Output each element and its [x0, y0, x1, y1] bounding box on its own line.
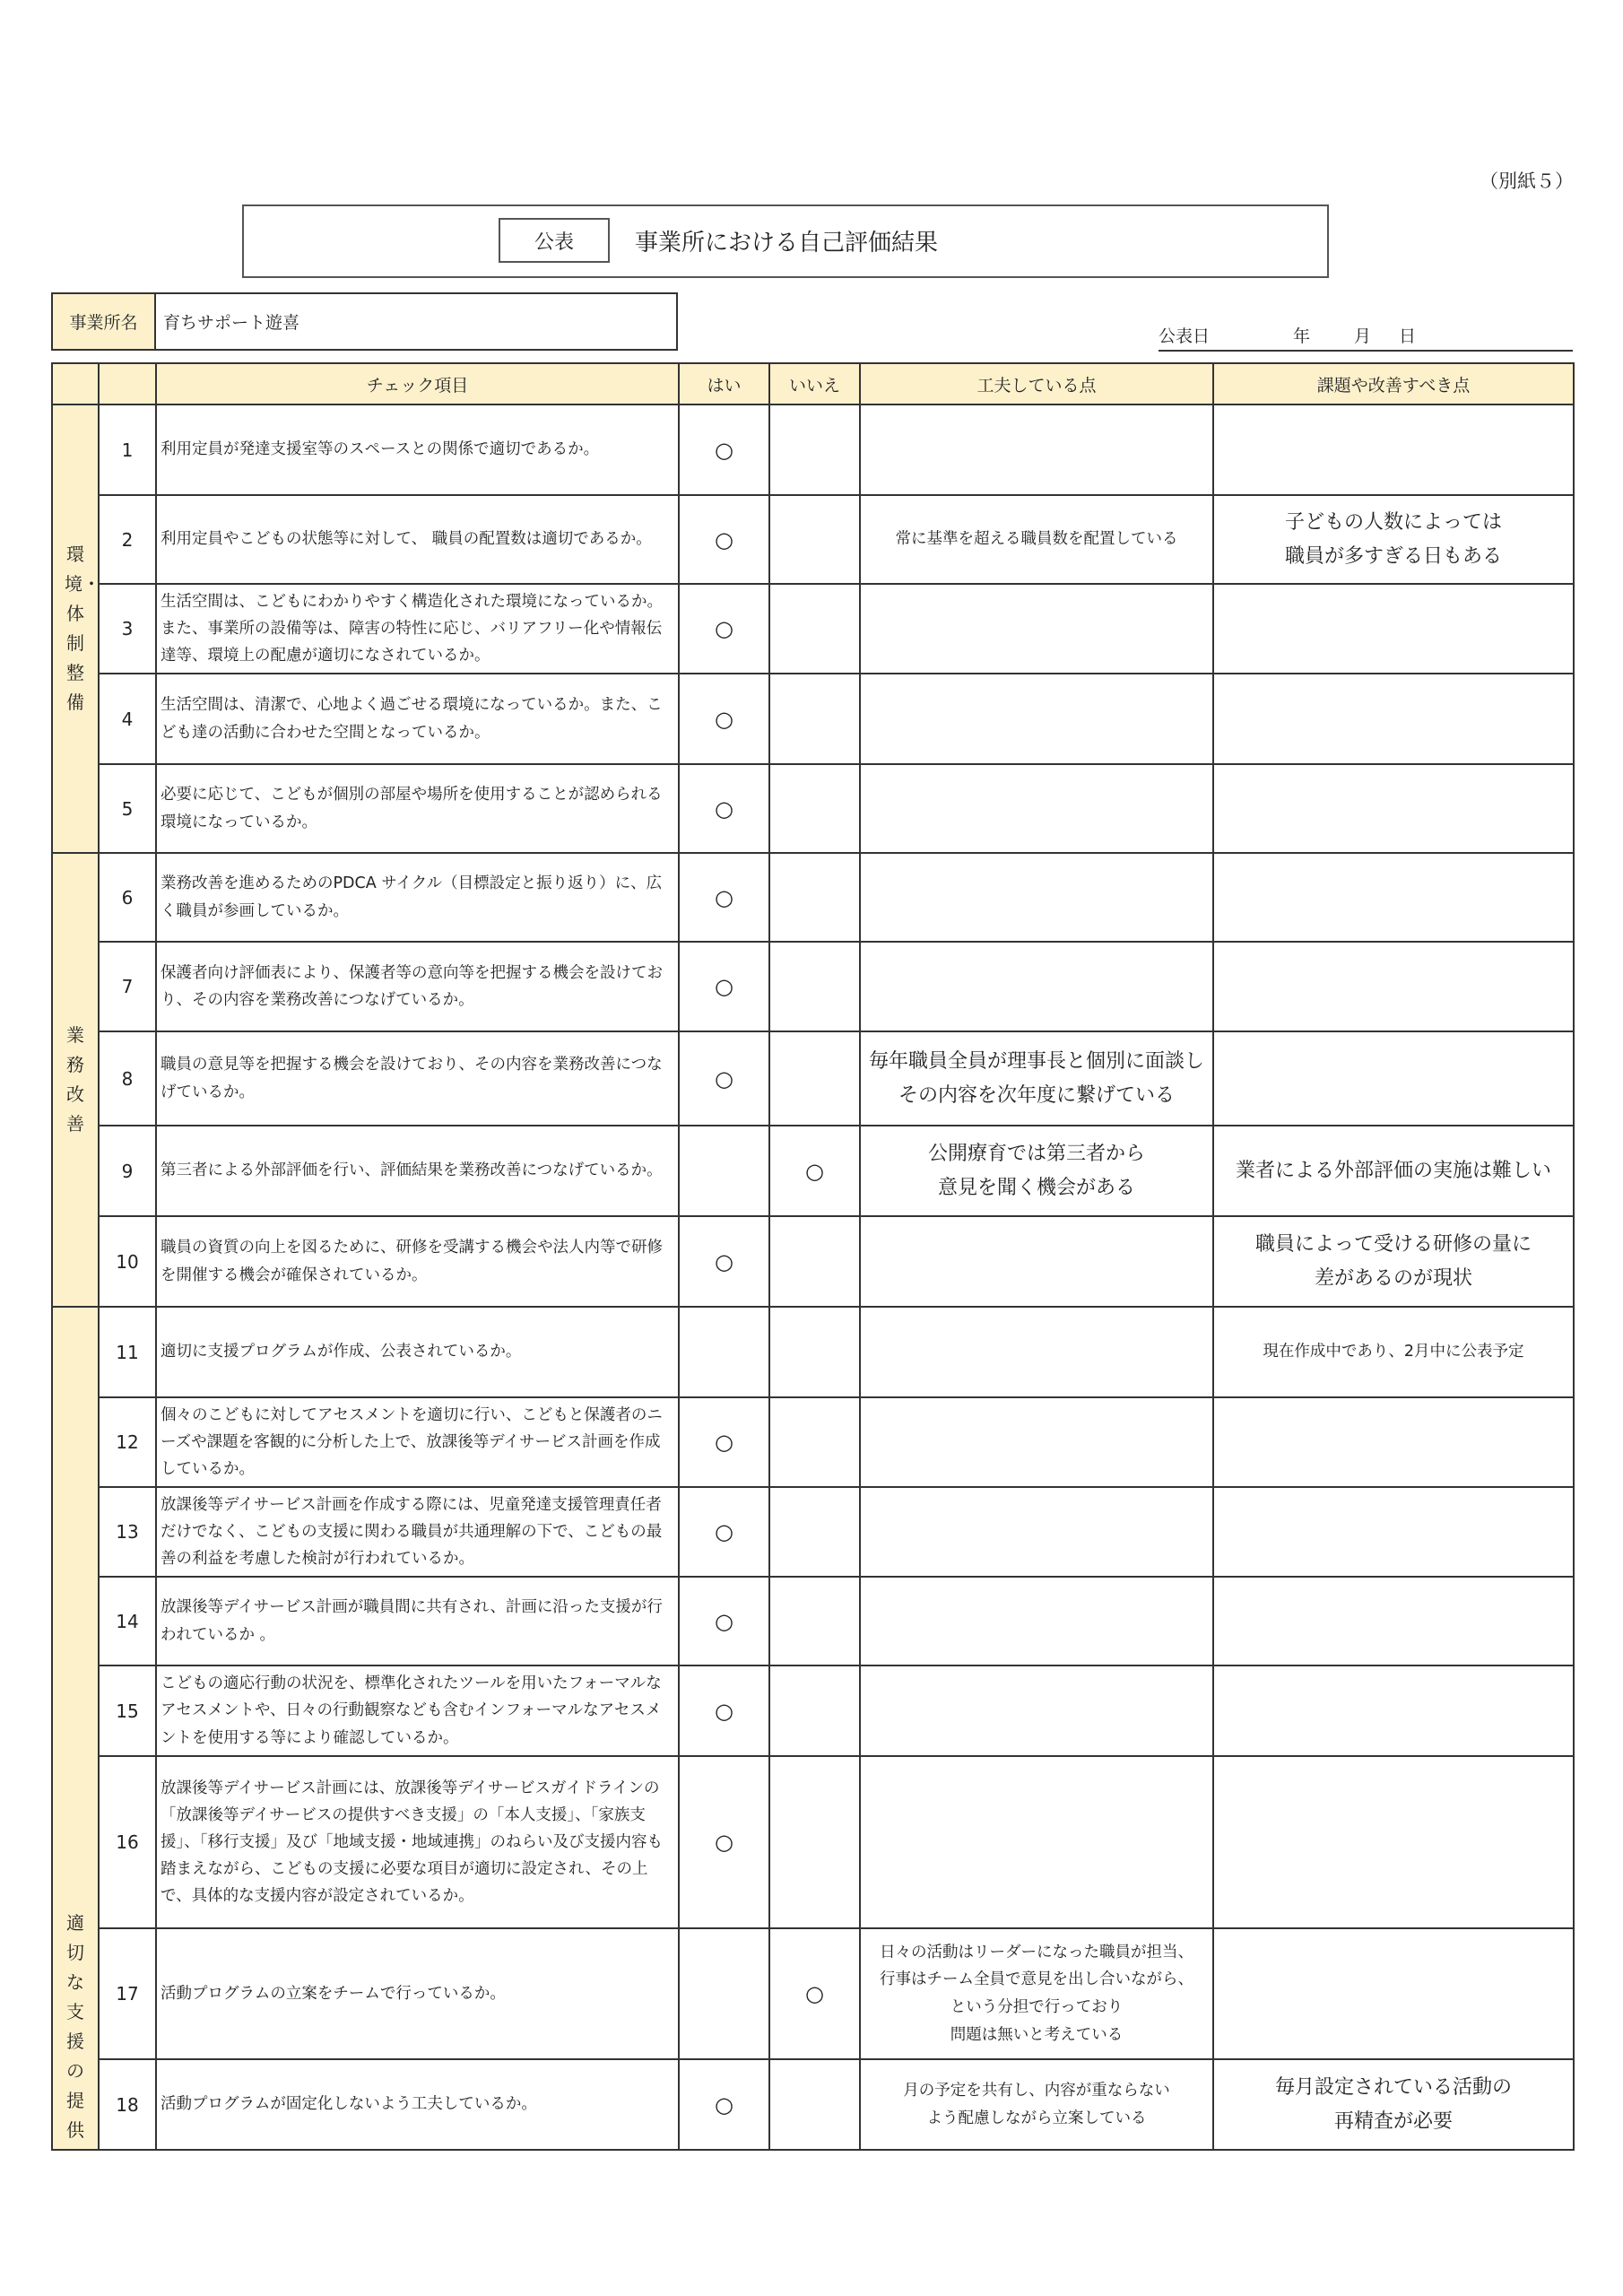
- check-item-text: 放課後等デイサービス計画が職員間に共有され、計画に沿った支援が行われているか 。: [156, 1577, 679, 1665]
- row-number: 12: [99, 1397, 156, 1487]
- category-cell: [52, 853, 99, 1307]
- no-mark: [769, 2059, 860, 2150]
- no-mark: [769, 584, 860, 674]
- issue-text: [1213, 1756, 1574, 1928]
- no-mark: [769, 1307, 860, 1397]
- yes-mark: ○: [679, 1031, 769, 1126]
- no-mark: [769, 1665, 860, 1756]
- table-row: [52, 1216, 1574, 1307]
- check-item-text: 放課後等デイサービス計画には、放課後等デイサービスガイドラインの「放課後等デイサービスの提供すべき支援」の「本人支援」、「家族支援」、「移行支援」及び「地域支援・地域連携」のねらい及び支援内容も踏まえながら、こどもの支援に必要な項目が適切に設定され、その上で、具体的な支援内容が設定されているか。: [156, 1756, 679, 1928]
- yes-mark: ○: [679, 584, 769, 674]
- header-blank: [99, 363, 156, 404]
- table-row: [52, 1665, 1574, 1756]
- good-point-text: [860, 584, 1213, 674]
- issue-text: [1213, 1031, 1574, 1126]
- check-item-text: 活動プログラムの立案をチームで行っているか。: [156, 1928, 679, 2059]
- good-point-text: [860, 1307, 1213, 1397]
- good-point-text: [860, 764, 1213, 853]
- publish-date: [1159, 323, 1573, 352]
- check-item-text: 適切に支援プログラムが作成、公表されているか。: [156, 1307, 679, 1397]
- good-point-text: 公開療育では第三者から 意見を聞く機会がある: [860, 1126, 1213, 1216]
- issue-text: [1213, 404, 1574, 495]
- yes-mark: ○: [679, 674, 769, 764]
- check-item-text: 必要に応じて、こどもが個別の部屋や場所を使用することが認められる環境になっているか。: [156, 764, 679, 853]
- row-number: 8: [99, 1031, 156, 1126]
- good-point-text: [860, 674, 1213, 764]
- category-cell: [52, 404, 99, 853]
- yes-mark: [679, 1307, 769, 1397]
- no-mark: [769, 495, 860, 584]
- row-number: 9: [99, 1126, 156, 1216]
- publish-day: 日: [1399, 326, 1417, 346]
- row-number: 18: [99, 2059, 156, 2150]
- header-yes: はい: [679, 363, 769, 404]
- header-issue: 課題や改善すべき点: [1213, 363, 1574, 404]
- table-row: [52, 1577, 1574, 1665]
- no-mark: [769, 674, 860, 764]
- row-number: 7: [99, 942, 156, 1031]
- check-item-text: 職員の資質の向上を図るために、研修を受講する機会や法人内等で研修を開催する機会が確保されているか。: [156, 1216, 679, 1307]
- issue-text: [1213, 853, 1574, 942]
- category-label: 環境・体制整備: [65, 544, 100, 713]
- yes-mark: [679, 1928, 769, 2059]
- no-mark: [769, 1577, 860, 1665]
- header-item: チェック項目: [156, 363, 679, 404]
- good-point-text: 日々の活動はリーダーになった職員が担当、 行事はチーム全員で意見を出し合いながら、 という分担で行っており 問題は無いと考えている: [860, 1928, 1213, 2059]
- yes-mark: ○: [679, 942, 769, 1031]
- check-item-text: こどもの適応行動の状況を、標準化されたツールを用いたフォーマルなアセスメントや、日々の行動観察なども含むインフォーマルなアセスメントを使用する等により確認しているか。: [156, 1665, 679, 1756]
- row-number: 3: [99, 584, 156, 674]
- good-point-text: [860, 404, 1213, 495]
- header-no: いいえ: [769, 363, 860, 404]
- check-item-text: 利用定員が発達支援室等のスペースとの関係で適切であるか。: [156, 404, 679, 495]
- good-point-text: [860, 1756, 1213, 1928]
- check-item-text: 職員の意見等を把握する機会を設けており、その内容を業務改善につなげているか。: [156, 1031, 679, 1126]
- publish-month: 月: [1354, 326, 1372, 346]
- no-mark: ○: [769, 1928, 860, 2059]
- good-point-text: [860, 1487, 1213, 1577]
- category-label: 適切な支援の提供: [66, 1912, 84, 2141]
- issue-text: 業者による外部評価の実施は難しい: [1213, 1126, 1574, 1216]
- table-row: [52, 674, 1574, 764]
- appendix-label: （別紙５）: [1480, 170, 1574, 192]
- publish-year: 年: [1293, 326, 1311, 346]
- check-item-text: 生活空間は、清潔で、心地よく過ごせる環境になっているか。また、こども達の活動に合わせた空間となっているか。: [156, 674, 679, 764]
- publication-label: 公表: [499, 218, 610, 263]
- yes-mark: ○: [679, 2059, 769, 2150]
- issue-text: [1213, 1487, 1574, 1577]
- table-row: [52, 2059, 1574, 2150]
- table-row: [52, 942, 1574, 1031]
- row-number: 16: [99, 1756, 156, 1928]
- self-evaluation-table: [51, 362, 1575, 2151]
- check-item-text: 放課後等デイサービス計画を作成する際には、児童発達支援管理責任者だけでなく、こどもの支援に関わる職員が共通理解の下で、こどもの最善の利益を考慮した検討が行われているか。: [156, 1487, 679, 1577]
- no-mark: ○: [769, 1126, 860, 1216]
- good-point-text: [860, 1577, 1213, 1665]
- publish-date-label: 公表日: [1159, 326, 1211, 346]
- header-row: [52, 363, 1574, 404]
- no-mark: [769, 1487, 860, 1577]
- yes-mark: ○: [679, 495, 769, 584]
- issue-text: [1213, 1577, 1574, 1665]
- yes-mark: ○: [679, 853, 769, 942]
- issue-text: 職員によって受ける研修の量に 差があるのが現状: [1213, 1216, 1574, 1307]
- check-item-text: 活動プログラムが固定化しないよう工夫しているか。: [156, 2059, 679, 2150]
- row-number: 17: [99, 1928, 156, 2059]
- yes-mark: [679, 1126, 769, 1216]
- no-mark: [769, 764, 860, 853]
- yes-mark: ○: [679, 1577, 769, 1665]
- table-row: [52, 584, 1574, 674]
- issue-text: [1213, 674, 1574, 764]
- row-number: 10: [99, 1216, 156, 1307]
- issue-text: 現在作成中であり、2月中に公表予定: [1213, 1307, 1574, 1397]
- row-number: 4: [99, 674, 156, 764]
- good-point-text: [860, 1216, 1213, 1307]
- table-row: [52, 1756, 1574, 1928]
- no-mark: [769, 1031, 860, 1126]
- good-point-text: [860, 853, 1213, 942]
- yes-mark: ○: [679, 1756, 769, 1928]
- good-point-text: [860, 1665, 1213, 1756]
- row-number: 5: [99, 764, 156, 853]
- table-row: [52, 853, 1574, 942]
- yes-mark: ○: [679, 1665, 769, 1756]
- yes-mark: ○: [679, 1216, 769, 1307]
- good-point-text: [860, 1397, 1213, 1487]
- check-item-text: 第三者による外部評価を行い、評価結果を業務改善につなげているか。: [156, 1126, 679, 1216]
- yes-mark: ○: [679, 1487, 769, 1577]
- issue-text: [1213, 1397, 1574, 1487]
- table-row: [52, 1307, 1574, 1397]
- table-row: [52, 495, 1574, 584]
- no-mark: [769, 1756, 860, 1928]
- check-item-text: 個々のこどもに対してアセスメントを適切に行い、こどもと保護者のニーズや課題を客観的に分析した上で、放課後等デイサービス計画を作成しているか。: [156, 1397, 679, 1487]
- no-mark: [769, 853, 860, 942]
- row-number: 2: [99, 495, 156, 584]
- issue-text: 毎月設定されている活動の 再精査が必要: [1213, 2059, 1574, 2150]
- page-title: 事業所における自己評価結果: [635, 230, 939, 257]
- good-point-text: [860, 942, 1213, 1031]
- issue-text: [1213, 942, 1574, 1031]
- row-number: 1: [99, 404, 156, 495]
- category-label: 業務改善: [66, 1024, 84, 1135]
- office-name-box: [51, 292, 678, 351]
- check-item-text: 業務改善を進めるためのPDCA サイクル（目標設定と振り返り）に、広く職員が参画しているか。: [156, 853, 679, 942]
- category-cell: [52, 1307, 99, 2150]
- row-number: 11: [99, 1307, 156, 1397]
- check-item-text: 保護者向け評価表により、保護者等の意向等を把握する機会を設けており、その内容を業務改善につなげているか。: [156, 942, 679, 1031]
- good-point-text: 毎年職員全員が理事長と個別に面談し その内容を次年度に繋げている: [860, 1031, 1213, 1126]
- issue-text: [1213, 1665, 1574, 1756]
- no-mark: [769, 1216, 860, 1307]
- no-mark: [769, 1397, 860, 1487]
- header-good: 工夫している点: [860, 363, 1213, 404]
- no-mark: [769, 942, 860, 1031]
- header-blank: [52, 363, 99, 404]
- table-row: [52, 1031, 1574, 1126]
- row-number: 14: [99, 1577, 156, 1665]
- issue-text: [1213, 584, 1574, 674]
- yes-mark: ○: [679, 764, 769, 853]
- table-row: [52, 404, 1574, 495]
- office-name-value: 育ちサポート遊喜: [163, 313, 300, 333]
- office-name-label: 事業所名: [53, 294, 156, 349]
- good-point-text: 月の予定を共有し、内容が重ならない よう配慮しながら立案している: [860, 2059, 1213, 2150]
- issue-text: 子どもの人数によっては 職員が多すぎる日もある: [1213, 495, 1574, 584]
- no-mark: [769, 404, 860, 495]
- row-number: 13: [99, 1487, 156, 1577]
- table-row: [52, 1487, 1574, 1577]
- issue-text: [1213, 1928, 1574, 2059]
- row-number: 6: [99, 853, 156, 942]
- check-item-text: 生活空間は、こどもにわかりやすく構造化された環境になっているか。また、事業所の設備等は、障害の特性に応じ、バリアフリー化や情報伝達等、環境上の配慮が適切になされているか。: [156, 584, 679, 674]
- row-number: 15: [99, 1665, 156, 1756]
- check-item-text: 利用定員やこどもの状態等に対して、 職員の配置数は適切であるか。: [156, 495, 679, 584]
- yes-mark: ○: [679, 1397, 769, 1487]
- good-point-text: 常に基準を超える職員数を配置している: [860, 495, 1213, 584]
- yes-mark: ○: [679, 404, 769, 495]
- table-row: [52, 1928, 1574, 2059]
- table-row: [52, 764, 1574, 853]
- table-row: [52, 1126, 1574, 1216]
- issue-text: [1213, 764, 1574, 853]
- table-row: [52, 1397, 1574, 1487]
